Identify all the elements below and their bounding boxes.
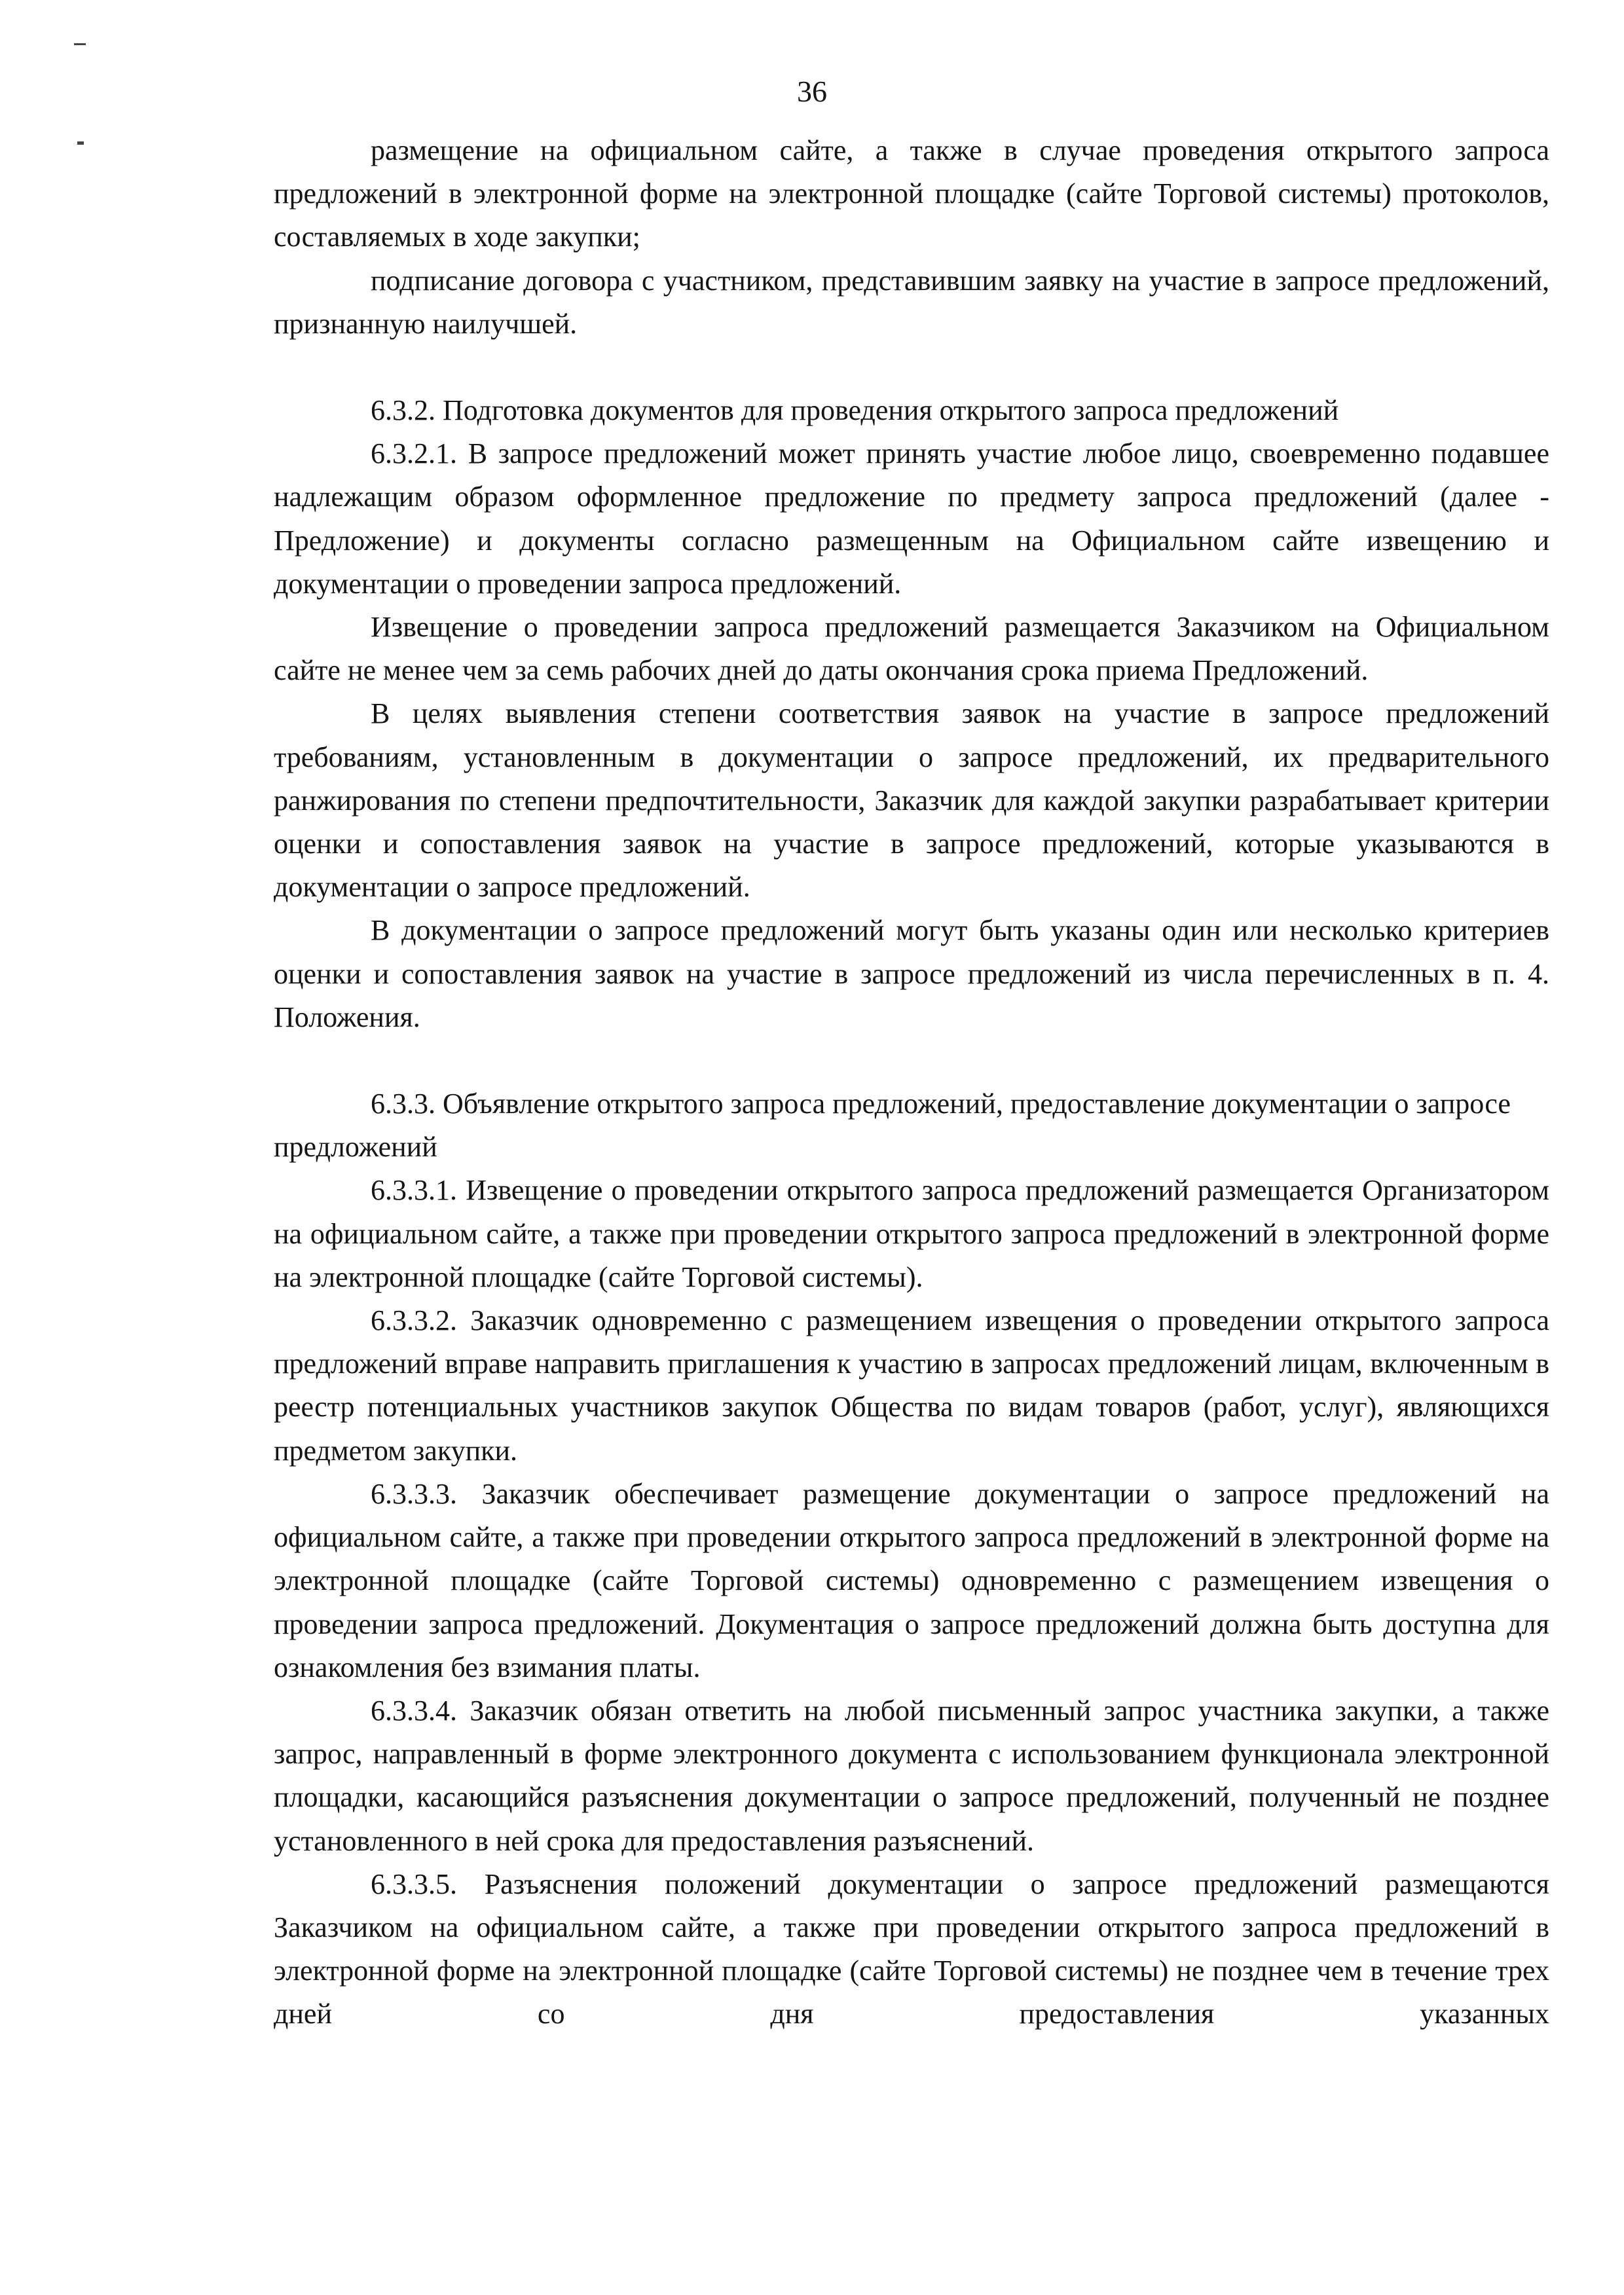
scan-artifact <box>77 141 84 145</box>
paragraph-evaluation-criteria: В целях выявления степени соответствия заявок на участие в запросе предложений требованиям, установленным в документации о запросе предложений, их предварительного ранжирования по степени предпочтительности, Заказчик для каждой закупки разрабатывает критерии оценки и сопоставления заявок на участие в запросе предложений, которые указываются в документации о запросе предложений. <box>274 697 1549 904</box>
paragraph-criteria-list: В документации о запросе предложений могут быть указаны один или несколько критериев оценки и сопоставления заявок на участие в запросе предложений из числа перечисленных в п. 4. Положения. <box>274 914 1549 1033</box>
paragraph-6-3-3-1: 6.3.3.1. Извещение о проведении открытого запроса предложений размещается Организатором на официальном сайте, а также при проведении открытого запроса предложений в электронной форме на электронной площадке (сайте Торговой системы). <box>274 1174 1549 1293</box>
paragraph-6-3-3-3: 6.3.3.3. Заказчик обеспечивает размещение документации о запросе предложений на официальном сайте, а также при проведении открытого запроса предложений в электронной форме на электронной площадке (сайте Торговой системы) одновременно с размещением извещения о проведении запроса предложений. Документация о запросе предложений должна быть доступна для ознакомления без взимания платы. <box>274 1477 1549 1683</box>
paragraph-contract-signing: подписание договора с участником, представившим заявку на участие в запросе предложений, признанную наилучшей. <box>274 264 1549 340</box>
section-heading-6-3-3: 6.3.3. Объявление открытого запроса предложений, предоставление документации о запросе предложений <box>274 1088 1511 1164</box>
paragraph-continuation: размещение на официальном сайте, а также в случае проведения открытого запроса предложений в электронной форме на электронной площадке (сайте Торговой системы) протоколов, составляемых в ходе закупки; <box>274 134 1549 253</box>
paragraph-6-3-2-1: 6.3.2.1. В запросе предложений может принять участие любое лицо, своевременно подавшее надлежащим образом оформленное предложение по предмету запроса предложений (далее - Предложение) и документы согласно размещенным на Официальном сайте извещению и документации о проведении запроса предложений. <box>274 437 1549 600</box>
paragraph-6-3-3-5: 6.3.3.5. Разъяснения положений документации о запросе предложений размещаются Заказчиком на официальном сайте, а также при проведении открытого запроса предложений в электронной форме на электронной площадке (сайте Торговой системы) не позднее чем в течение трех дней со дня предоставления указанных <box>274 1867 1549 2030</box>
spacer <box>274 1039 1549 1082</box>
paragraph-6-3-3-2: 6.3.3.2. Заказчик одновременно с размещением извещения о проведении открытого запроса предложений вправе направить приглашения к участию в запросах предложений лицам, включенным в реестр потенциальных участников закупок Общества по видам товаров (работ, услуг), являющихся предметом закупки. <box>274 1304 1549 1467</box>
scan-artifact <box>74 43 86 45</box>
section-heading-6-3-2: 6.3.2. Подготовка документов для проведения открытого запроса предложений <box>371 394 1339 427</box>
spacer <box>274 346 1549 389</box>
page-number: 36 <box>797 75 827 108</box>
document-body <box>274 129 1549 2036</box>
paragraph-6-3-3-4: 6.3.3.4. Заказчик обязан ответить на любой письменный запрос участника закупки, а также запрос, направленный в форме электронного документа с использованием функционала электронной площадки, касающийся разъяснения документации о запросе предложений, полученный не позднее установленного в ней срока для предоставления разъяснений. <box>274 1694 1549 1857</box>
paragraph-notice-publication: Извещение о проведении запроса предложений размещается Заказчиком на Официальном сайте не менее чем за семь рабочих дней до даты окончания срока приема Предложений. <box>274 611 1549 687</box>
